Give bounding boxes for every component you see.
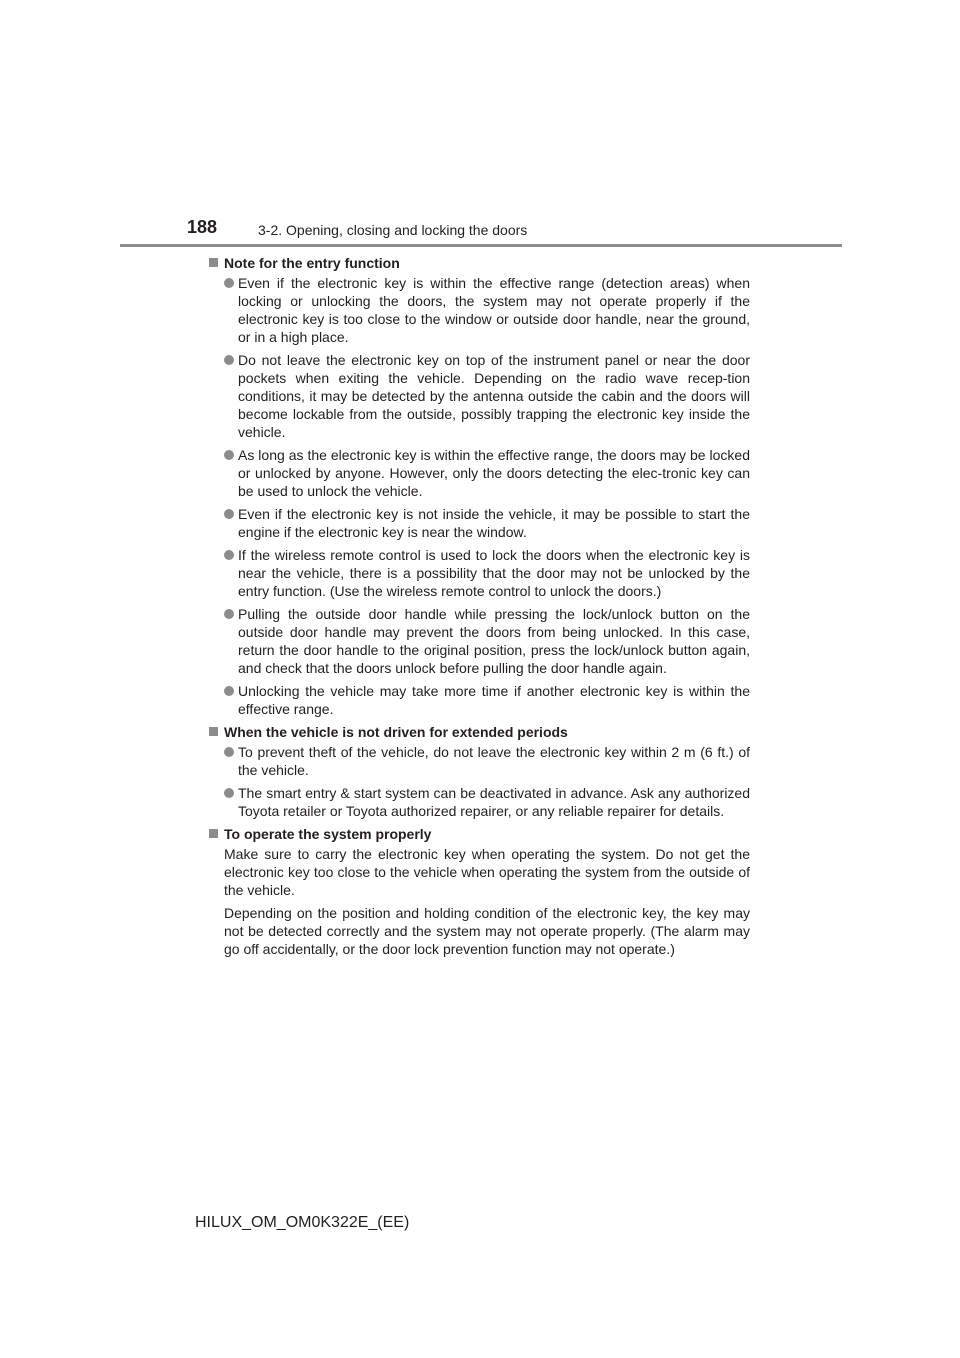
paragraph: Depending on the position and holding condition of the electronic key, the key may not be detected correctly and the system may not operate properly. (The alarm may go off accidentally, or the door lock prevention function may not operate.) xyxy=(224,905,750,957)
circle-bullet-icon xyxy=(224,509,234,519)
section-heading xyxy=(209,254,750,272)
list-item xyxy=(224,784,750,820)
square-bullet-icon xyxy=(209,829,218,838)
circle-bullet-icon xyxy=(224,550,234,560)
list-item-text: If the wireless remote control is used to lock the doors when the electronic key is near the vehicle, there is a possibility that the door may not be unlocked by the entry function. (Use the wireless remote control to unlock the doors.) xyxy=(238,547,750,599)
document-code: HILUX_OM_OM0K322E_(EE) xyxy=(195,1214,410,1231)
section-extended-periods xyxy=(209,723,750,820)
list-item-text: Do not leave the electronic key on top of the instrument panel or near the door pockets when exiting the vehicle. Depending on the radio wave recep-tion conditions, it may be detected by the antenna outside the cabin and the doors will become lockable from the outside, possibly trapping the electronic key inside the vehicle. xyxy=(238,352,750,440)
circle-bullet-icon xyxy=(224,355,234,365)
page-number: 188 xyxy=(187,217,218,237)
paragraph: Make sure to carry the electronic key when operating the system. Do not get the electronic key too close to the vehicle when operating the system from the outside of the vehicle. xyxy=(224,846,750,898)
list-item-text: The smart entry & start system can be deactivated in advance. Ask any authorized Toyota retailer or Toyota authorized repairer, or any reliable repairer for details. xyxy=(238,785,750,819)
square-bullet-icon xyxy=(209,727,218,736)
section-heading xyxy=(209,825,750,843)
section-heading-text: To operate the system properly xyxy=(224,826,432,842)
page-header xyxy=(187,216,847,242)
chapter-section-title: 3-2. Opening, closing and locking the doors xyxy=(258,222,528,238)
list-item xyxy=(224,351,750,441)
section-heading-text: When the vehicle is not driven for extended periods xyxy=(224,724,568,740)
section-operate-properly xyxy=(209,825,750,958)
circle-bullet-icon xyxy=(224,450,234,460)
square-bullet-icon xyxy=(209,258,218,267)
page-content xyxy=(209,254,750,963)
list-item xyxy=(224,505,750,541)
list-item xyxy=(224,605,750,677)
section-heading xyxy=(209,723,750,741)
list-item xyxy=(224,682,750,718)
list-item-text: To prevent theft of the vehicle, do not leave the electronic key within 2 m (6 ft.) of the vehicle. xyxy=(238,744,750,778)
list-item xyxy=(224,274,750,346)
list-item xyxy=(224,446,750,500)
circle-bullet-icon xyxy=(224,747,234,757)
circle-bullet-icon xyxy=(224,278,234,288)
list-item-text: Pulling the outside door handle while pressing the lock/unlock button on the outside door handle may prevent the doors from being unlocked. In this case, return the door handle to the original position, press the lock/unlock button again, and check that the doors unlock before pulling the door handle again. xyxy=(238,606,750,676)
circle-bullet-icon xyxy=(224,686,234,696)
circle-bullet-icon xyxy=(224,788,234,798)
circle-bullet-icon xyxy=(224,609,234,619)
list-item-text: Unlocking the vehicle may take more time if another electronic key is within the effective range. xyxy=(238,683,750,717)
list-item xyxy=(224,743,750,779)
list-item-text: Even if the electronic key is not inside the vehicle, it may be possible to start the engine if the electronic key is near the window. xyxy=(238,506,750,540)
list-item-text: As long as the electronic key is within the effective range, the doors may be locked or unlocked by anyone. However, only the doors detecting the elec-tronic key can be used to unlock the vehicle. xyxy=(238,447,750,499)
section-heading-text: Note for the entry function xyxy=(224,255,400,271)
list-item-text: Even if the electronic key is within the effective range (detection areas) when locking or unlocking the doors, the system may not operate properly if the electronic key is too close to the window or outside door handle, near the ground, or in a high place. xyxy=(238,275,750,345)
section-entry-function-note xyxy=(209,254,750,718)
list-item xyxy=(224,546,750,600)
header-divider xyxy=(120,244,842,247)
